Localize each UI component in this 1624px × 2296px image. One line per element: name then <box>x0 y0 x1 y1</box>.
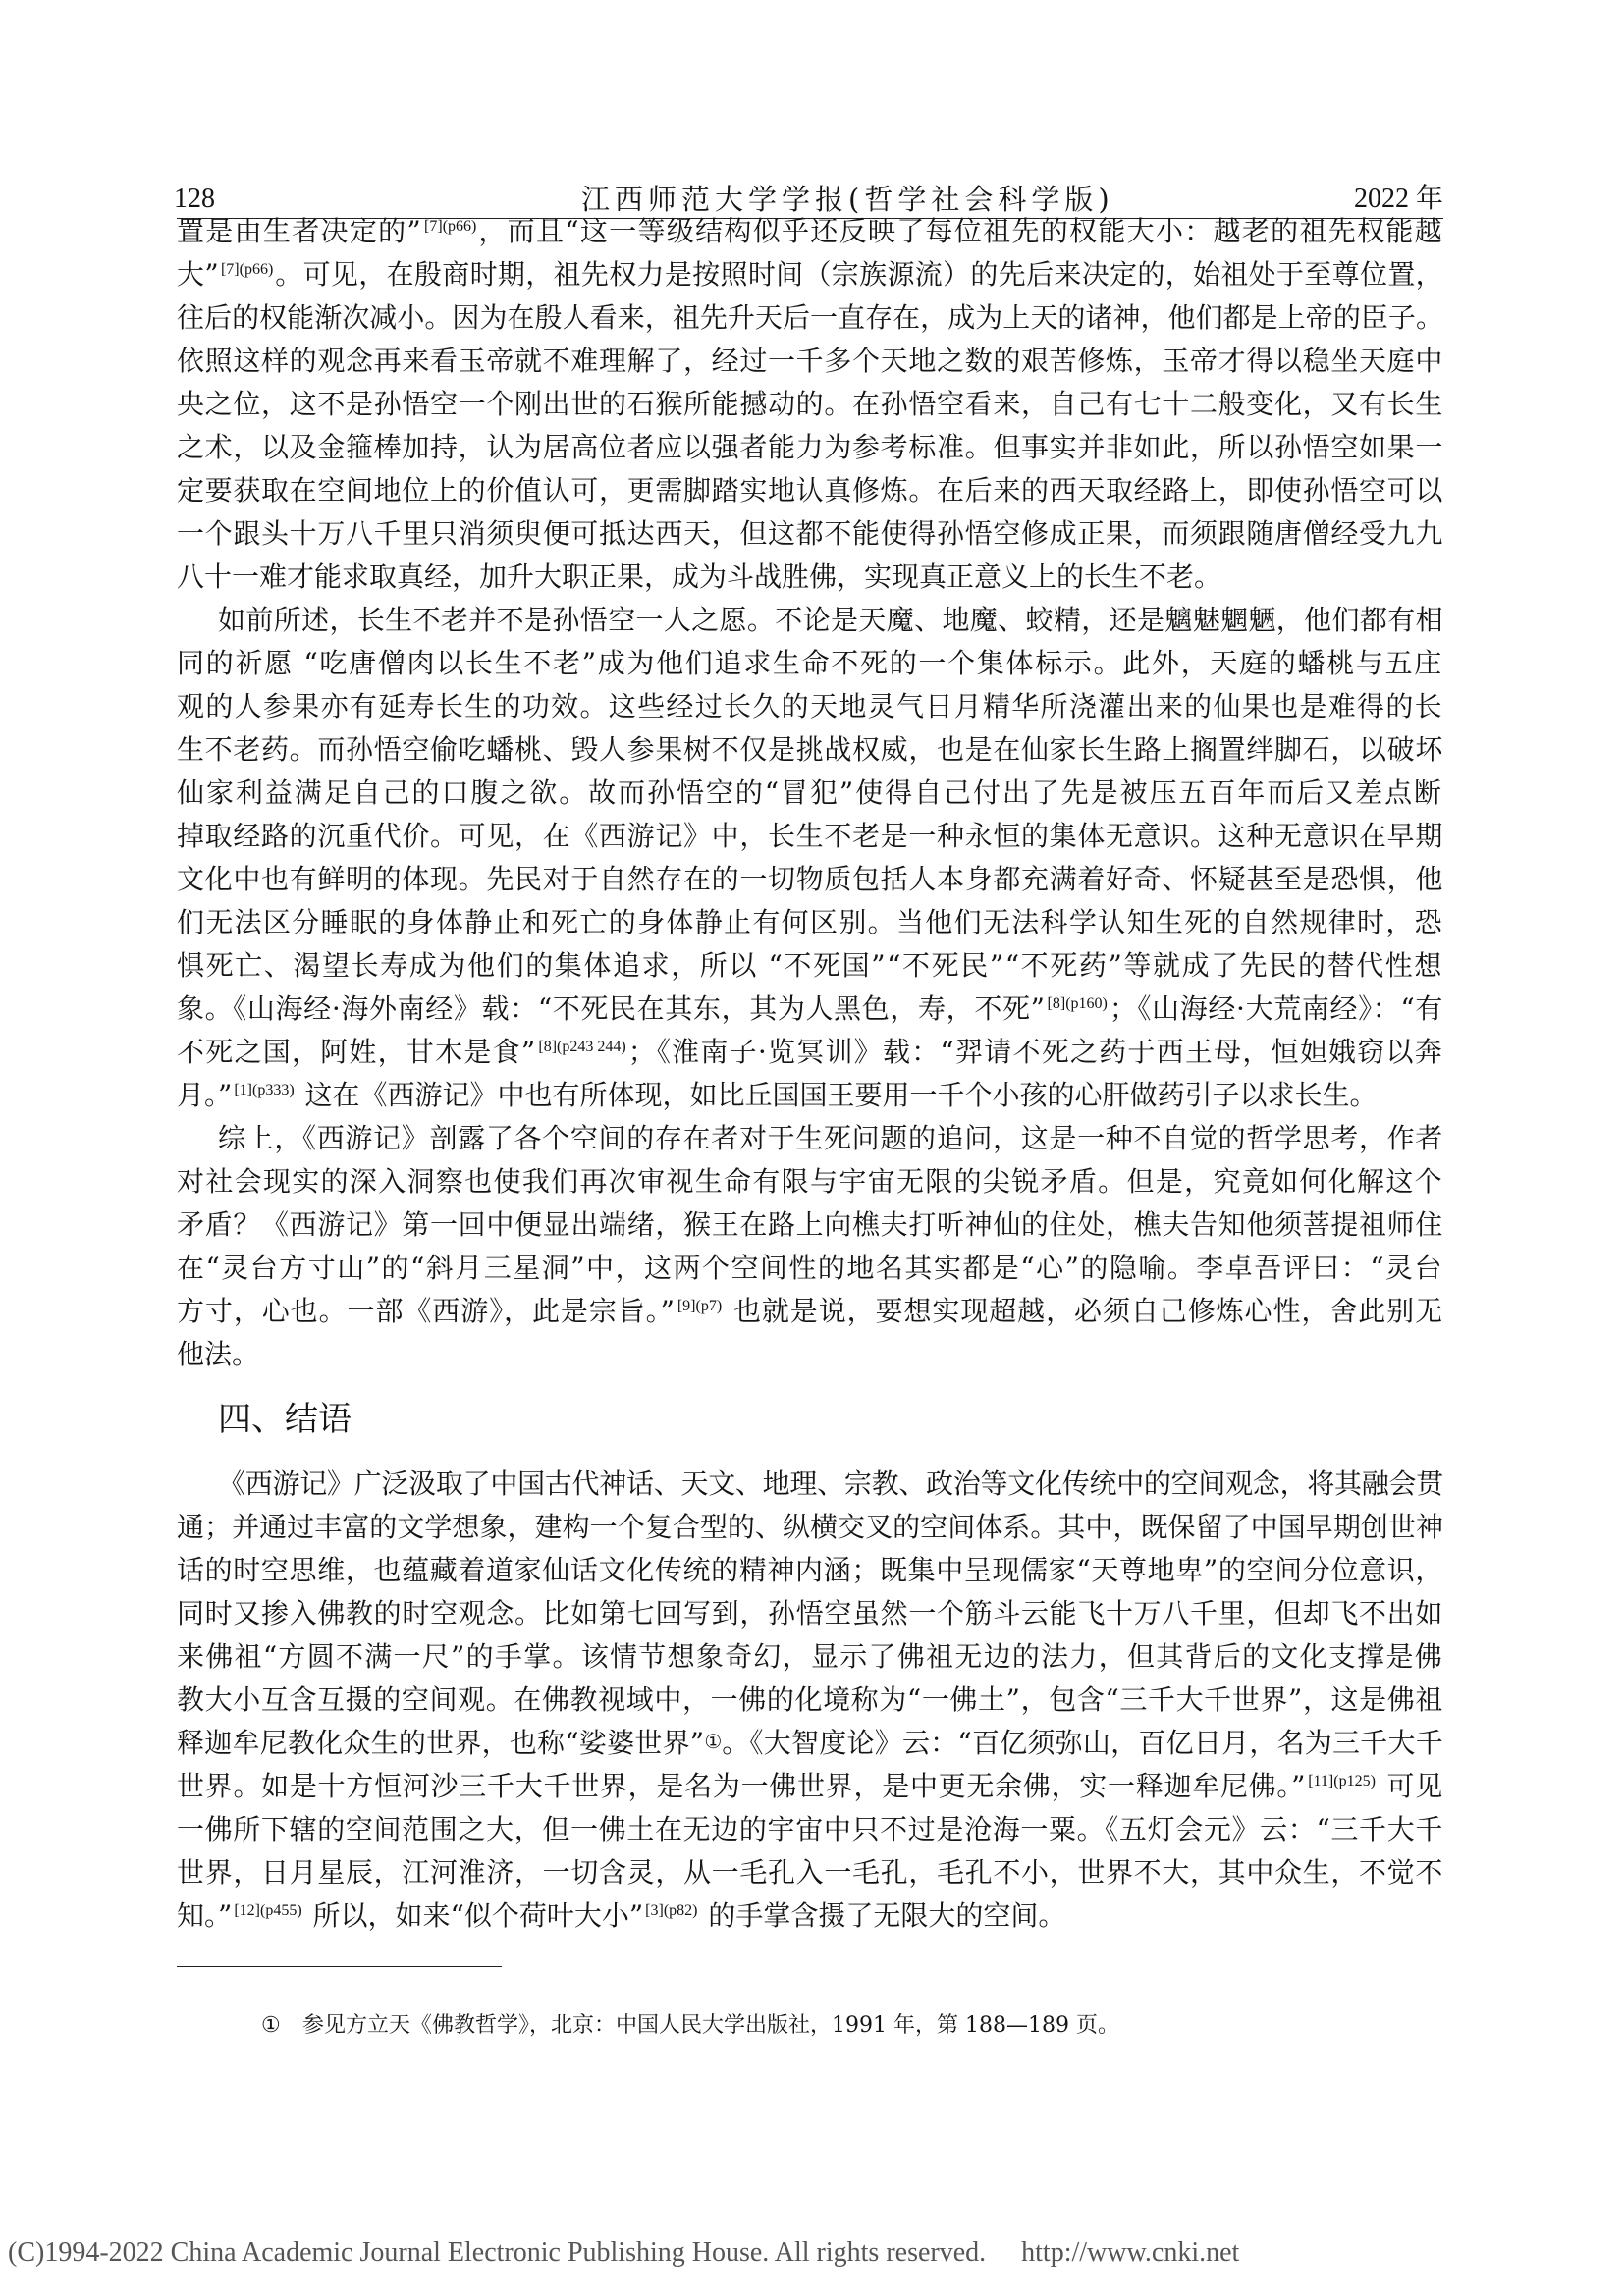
text-line <box>177 1635 1443 1679</box>
text-line <box>177 1290 1443 1333</box>
citation-superscript: [3](p82) <box>645 1902 698 1919</box>
text-run: 定要获取在空间地位上的价值认可，更需脚踏实地认真修炼。在后来的西天取经路上，即使孙悟空可以 <box>177 474 1443 507</box>
text-line <box>177 426 1443 469</box>
text-run: 通；并通过丰富的文学想象，建构一个复合型的、纵横交叉的空间体系。其中，既保留了中国早期创世神 <box>177 1511 1443 1543</box>
text-line <box>177 1203 1443 1247</box>
text-run: 《西游记》广泛汲取了中国古代神话、天文、地理、宗教、政治等文化传统中的空间观念，将其融会贯 <box>218 1468 1443 1500</box>
text-line <box>177 296 1443 340</box>
citation-superscript: [8](p160) <box>1047 995 1108 1012</box>
text-run: 惧死亡、渴望长寿成为他们的集体追求，所以 “不死国”“不死民”“不死药”等就成了先民的替代性想 <box>177 949 1443 982</box>
text-line-content <box>177 1165 1443 1198</box>
text-line-content <box>218 604 1443 636</box>
text-line-content <box>177 431 1443 463</box>
text-run: 综上，《西游记》剖露了各个空间的存在者对于生死问题的追问，这是一种不自觉的哲学思考，作者 <box>218 1122 1443 1154</box>
text-run: 们无法区分睡眠的身体静止和死亡的身体静止有何区别。当他们无法科学认知生死的自然规律时，恐 <box>177 906 1443 938</box>
text-run: 月。” <box>177 1079 233 1111</box>
text-line <box>177 1851 1443 1895</box>
text-line <box>177 1247 1443 1290</box>
text-run: 在“灵台方寸山”的“斜月三星洞”中，这两个空间性的地名其实都是“心”的隐喻。李卓吾评曰：“灵台 <box>177 1252 1443 1284</box>
text-run: 所以，如来“似个荷叶大小” <box>303 1899 644 1932</box>
text-line-content <box>177 1683 1443 1716</box>
footnote-text: 参见方立天《佛教哲学》，北京：中国人民大学出版社，1991 年，第 188—189 页。 <box>302 2013 1119 2038</box>
text-run: 。《大智度论》云：“百亿须弥山，百亿日月，名为三千大千 <box>722 1727 1443 1759</box>
text-line-content <box>177 388 1443 420</box>
body-paragraph <box>177 1117 1443 1376</box>
text-run: 如前所述，长生不老并不是孙悟空一人之愿。不论是天魔、地魔、蛟精，还是魑魅魍魉，他们都有相 <box>218 604 1443 636</box>
text-run: ，而且“这一等级结构似乎还反映了每位祖先的权能大小：越老的祖先权能越 <box>478 215 1443 247</box>
text-line <box>177 1333 1443 1376</box>
text-line-content <box>177 1597 1443 1629</box>
text-line-content <box>218 1468 1443 1500</box>
text-line-content <box>177 992 1443 1025</box>
page-number: 128 <box>174 184 215 214</box>
text-line-content <box>177 949 1443 982</box>
footnote-rule <box>177 1966 502 1967</box>
text-line-content <box>177 1899 1065 1932</box>
text-line-content <box>177 301 1443 334</box>
text-run: 世界。如是十方恒河沙三千大千世界，是名为一佛世界，是中更无余佛，实一释迦牟尼佛。” <box>177 1770 1307 1802</box>
publication-year: 2022 年 <box>1353 184 1443 214</box>
text-run: 这在《西游记》中也有所体现，如比丘国国王要用一千个小孩的心肝做药引子以求长生。 <box>296 1079 1378 1111</box>
text-run: 。可见，在殷商时期，祖先权力是按照时间（宗族源流）的先后来决定的，始祖处于至尊位置， <box>275 258 1443 291</box>
text-line <box>177 1160 1443 1203</box>
text-line-content <box>177 474 1443 507</box>
text-line <box>177 1765 1443 1808</box>
text-line <box>177 1031 1443 1074</box>
text-run: 同时又掺入佛教的时空观念。比如第七回写到，孙悟空虽然一个筋斗云能飞十万八千里，但却飞不出如 <box>177 1597 1443 1629</box>
text-run: 矛盾？《西游记》第一回中便显出端绪，猴王在路上向樵夫打听神仙的住处，樵夫告知他须菩提祖师住 <box>177 1208 1443 1241</box>
text-line <box>177 642 1443 685</box>
section-heading: 四、结语 <box>218 1400 352 1439</box>
text-line-content <box>177 561 1221 593</box>
text-line <box>177 253 1443 296</box>
text-line-content <box>177 1338 259 1370</box>
text-line <box>177 815 1443 858</box>
copyright-footer <box>8 2232 1239 2273</box>
text-run: 对社会现实的深入洞察也使我们再次审视生命有限与宇宙无限的尖锐矛盾。但是，究竟如何化解这个 <box>177 1165 1443 1198</box>
body-paragraph <box>177 599 1443 1117</box>
citation-superscript: [8](p243 244) <box>538 1039 626 1055</box>
text-run: 置是由生者决定的” <box>177 215 423 247</box>
text-run: 生不老药。而孙悟空偷吃蟠桃、毁人参果树不仅是挑战权威，也是在仙家长生路上搁置绊脚石，以破坏 <box>177 733 1443 766</box>
text-run: 释迦牟尼教化众生的世界，也称“娑婆世界” <box>177 1727 705 1759</box>
text-line <box>177 1592 1443 1635</box>
text-line-content <box>177 1511 1443 1543</box>
text-line-content <box>177 1770 1443 1802</box>
text-run: ；《淮南子·览冥训》载：“羿请不死之药于西王母，恒妲娥窃以奔 <box>627 1036 1443 1068</box>
text-line <box>177 1117 1443 1160</box>
text-line <box>177 901 1443 944</box>
text-line <box>177 1722 1443 1765</box>
text-line-content <box>177 1727 1443 1759</box>
text-run: 往后的权能渐次减小。因为在殷人看来，祖先升天后一直存在，成为上天的诸神，他们都是上帝的臣子。 <box>177 301 1443 334</box>
footnote <box>261 2004 1119 2048</box>
citation-superscript: [11](p125) <box>1308 1773 1376 1789</box>
text-line <box>177 1549 1443 1592</box>
text-run: 八十一难才能求取真经，加升大职正果，成为斗战胜佛，实现真正意义上的长生不老。 <box>177 561 1222 593</box>
text-line <box>177 772 1443 815</box>
text-line-content <box>177 1856 1443 1889</box>
text-line <box>177 340 1443 383</box>
text-line <box>177 728 1443 772</box>
body-paragraph <box>177 210 1443 599</box>
text-run: 方寸，心也。一部《西游》，此是宗旨。” <box>177 1295 676 1327</box>
text-line-content <box>177 1036 1443 1068</box>
text-line-content <box>177 690 1443 722</box>
text-line-content <box>177 733 1443 766</box>
text-line-content <box>177 820 1443 852</box>
body-paragraph <box>177 1463 1443 1938</box>
text-line-content <box>177 1252 1443 1284</box>
text-run: 他法。 <box>177 1338 260 1370</box>
text-line <box>177 988 1443 1031</box>
citation-superscript: [1](p333) <box>234 1082 295 1098</box>
text-run: 知。” <box>177 1899 233 1932</box>
text-line <box>177 512 1443 556</box>
text-run: 仙家利益满足自己的口腹之欲。故而孙悟空的“冒犯”使得自己付出了先是被压五百年而后又差点断 <box>177 776 1443 809</box>
text-run: 教大小互含互摄的空间观。在佛教视域中，一佛的化境称为“一佛土”，包含“三千大千世界”，这是佛祖 <box>177 1683 1443 1716</box>
text-run: 之术，以及金箍棒加持，认为居高位者应以强者能力为参考标准。但事实并非如此，所以孙悟空如果一 <box>177 431 1443 463</box>
text-run: 来佛祖“方圆不满一尺”的手掌。该情节想象奇幻，显示了佛祖无边的法力，但其背后的文化支撑是佛 <box>177 1640 1443 1673</box>
text-line-content <box>177 345 1443 377</box>
text-line <box>177 383 1443 426</box>
text-line <box>177 858 1443 901</box>
text-line <box>177 469 1443 512</box>
text-line-content <box>177 1208 1443 1241</box>
text-run: 一个跟头十万八千里只消须臾便可抵达西天，但这都不能使得孙悟空修成正果，而须跟随唐僧经受九九 <box>177 517 1443 550</box>
journal-title: 江西师范大学学报(哲学社会科学版) <box>581 183 1114 216</box>
text-line-content <box>177 1640 1443 1673</box>
text-line-content <box>177 647 1443 679</box>
text-line <box>177 1074 1443 1117</box>
text-run: ；《山海经·大荒南经》：“有 <box>1109 992 1443 1025</box>
text-line <box>177 685 1443 728</box>
text-line <box>177 1679 1443 1722</box>
text-run: 不死之国，阿姓，甘木是食” <box>177 1036 537 1068</box>
text-run: 的手掌含摄了无限大的空间。 <box>699 1899 1066 1932</box>
text-line-content <box>177 215 1443 247</box>
text-line-content <box>177 776 1443 809</box>
text-line <box>177 944 1443 988</box>
text-run: 一佛所下辖的空间范围之大，但一佛土在无边的宇宙中只不过是沧海一粟。《五灯会元》云：“三千大千 <box>177 1813 1443 1845</box>
text-line-content <box>177 1813 1443 1845</box>
text-line <box>177 1808 1443 1851</box>
text-line-content <box>177 1554 1443 1586</box>
citation-superscript: [9](p7) <box>677 1298 723 1314</box>
text-line-content <box>177 1079 1378 1111</box>
text-run: 话的时空思维，也蕴藏着道家仙话文化传统的精神内涵；既集中呈现儒家“天尊地卑”的空间分位意识， <box>177 1554 1443 1586</box>
text-run: 可见 <box>1377 1770 1443 1802</box>
text-line-content <box>177 517 1443 550</box>
text-line <box>177 1463 1443 1506</box>
citation-superscript: [7](p66) <box>220 261 274 278</box>
text-line-content <box>177 1295 1443 1327</box>
text-run: 依照这样的观念再来看玉帝就不难理解了，经过一千多个天地之数的艰苦修炼，玉帝才得以稳坐天庭中 <box>177 345 1443 377</box>
text-run: 也就是说，要想实现超越，必须自己修炼心性，舍此别无 <box>724 1295 1443 1327</box>
copyright-notice: (C)1994-2022 China Academic Journal Electronic Publishing House. All rights reserved. <box>8 2237 987 2268</box>
text-run: 世界，日月星辰，江河淮济，一切含灵，从一毛孔入一毛孔，毛孔不小，世界不大，其中众生，不觉不 <box>177 1856 1443 1889</box>
text-line-content <box>177 906 1443 938</box>
text-line <box>177 1895 1443 1938</box>
text-line <box>177 210 1443 253</box>
footnote-reference: ① <box>704 1732 723 1753</box>
text-run: 掉取经路的沉重代价。可见，在《西游记》中，长生不老是一种永恒的集体无意识。这种无意识在早期 <box>177 820 1443 852</box>
text-run: 央之位，这不是孙悟空一个刚出世的石猴所能撼动的。在孙悟空看来，自己有七十二般变化，又有长生 <box>177 388 1443 420</box>
citation-superscript: [7](p66) <box>424 218 477 235</box>
text-line <box>177 556 1443 599</box>
text-run: 同的祈愿 “吃唐僧肉以长生不老”成为他们追求生命不死的一个集体标示。此外，天庭的蟠桃与五庄 <box>177 647 1443 679</box>
citation-superscript: [12](p455) <box>234 1902 302 1919</box>
text-run: 大” <box>177 258 219 291</box>
text-run: 文化中也有鲜明的体现。先民对于自然存在的一切物质包括人本身都充满着好奇、怀疑甚至是恐惧，他 <box>177 863 1443 895</box>
source-url: http://www.cnki.net <box>1021 2237 1240 2268</box>
article-body <box>177 210 1443 1938</box>
text-line-content <box>177 863 1443 895</box>
text-line <box>177 599 1443 642</box>
footnote-marker: ① <box>261 2013 281 2038</box>
text-run: 观的人参果亦有延寿长生的功效。这些经过长久的天地灵气日月精华所浇灌出来的仙果也是难得的长 <box>177 690 1443 722</box>
text-line-content <box>177 258 1443 291</box>
text-line <box>177 1506 1443 1549</box>
text-run: 象。《山海经·海外南经》载：“不死民在其东，其为人黑色，寿，不死” <box>177 992 1046 1025</box>
text-line-content <box>218 1122 1443 1154</box>
